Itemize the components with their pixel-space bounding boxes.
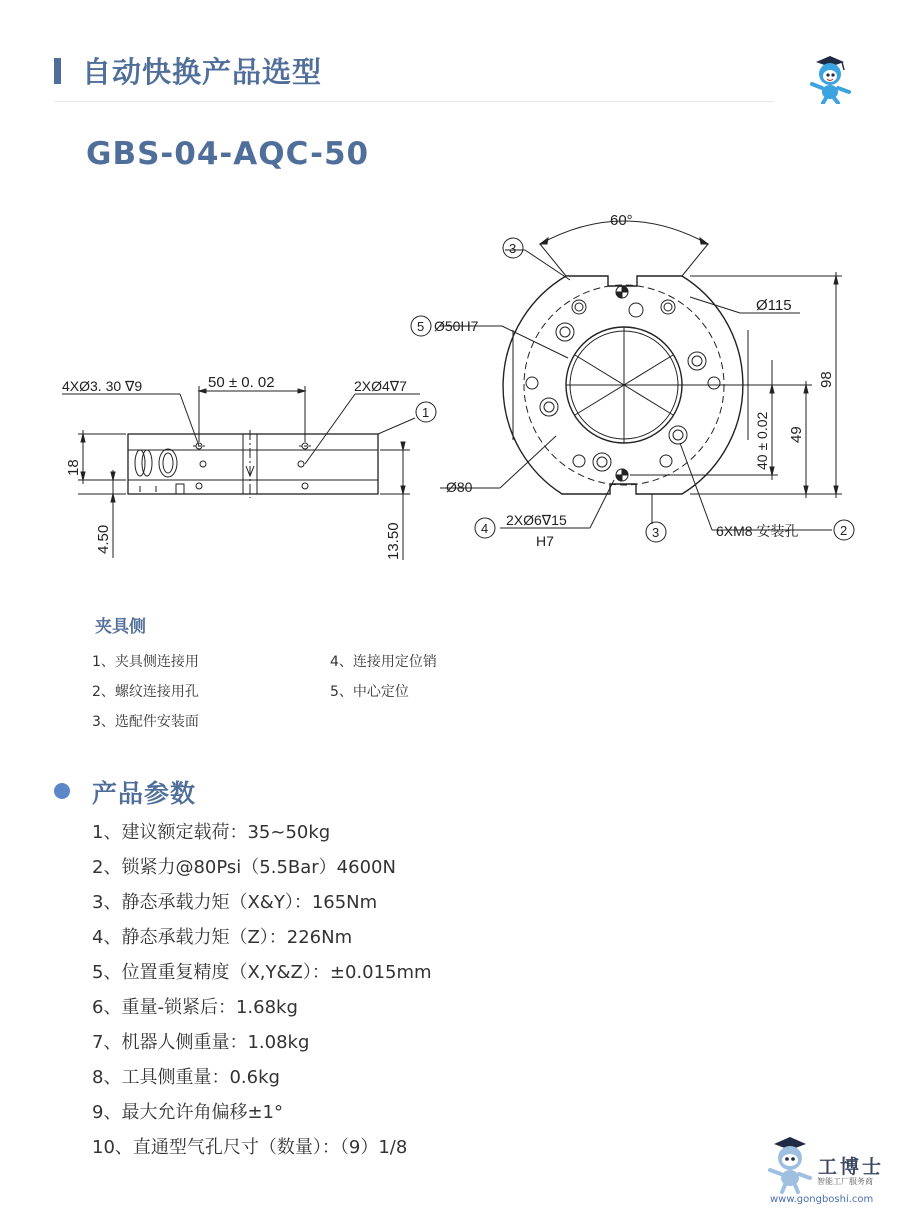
model-number: GBS-04-AQC-50 — [86, 136, 370, 172]
param-item: 7、机器人侧重量：1.08kg — [92, 1032, 310, 1053]
pin-callout: 2XØ4∇7 — [354, 378, 407, 394]
param-item: 3、静态承载力矩（X&Y）：165Nm — [92, 892, 378, 913]
param-item: 6、重量-锁紧后：1.68kg — [92, 997, 298, 1018]
ref-1: 1 — [422, 405, 430, 420]
legend-item: 2、螺纹连接用孔 — [92, 684, 199, 700]
brand-mascot-icon — [764, 1134, 816, 1194]
ref-3-top: 3 — [509, 241, 517, 256]
dim-98: 98 — [818, 371, 835, 388]
pin-spec: 2XØ6∇15 — [506, 512, 567, 528]
param-item: 9、最大允许角偏移±1° — [92, 1102, 283, 1123]
dim-49: 49 — [788, 426, 805, 443]
param-item: 1、建议额定载荷：35~50kg — [92, 822, 331, 843]
brand-url: www.gongboshi.com — [770, 1194, 874, 1205]
legend-item: 5、中心定位 — [330, 684, 409, 700]
dim-18: 18 — [65, 459, 82, 476]
mascot-logo-icon — [806, 54, 854, 104]
legend-item: 3、选配件安装面 — [92, 714, 199, 730]
param-item: 10、直通型气孔尺寸（数量）：（9）1/8 — [92, 1137, 408, 1158]
mount-holes: 6XM8 安装孔 — [716, 523, 799, 539]
brand-name: 工博士 — [818, 1156, 885, 1178]
dim-40: 40 ± 0.02 — [754, 411, 770, 470]
bullet-dot-icon — [54, 783, 70, 799]
param-item: 2、锁紧力@80Psi（5.5Bar）4600N — [92, 857, 396, 878]
dim-13-50: 13.50 — [385, 522, 402, 560]
top-view — [411, 221, 854, 542]
angle-60: 60° — [610, 212, 633, 229]
hole-callout: 4XØ3. 30 ∇9 — [62, 378, 143, 394]
params-heading: 产品参数 — [92, 779, 197, 808]
param-item: 5、位置重复精度（X,Y&Z）：±0.015mm — [92, 962, 432, 983]
ref-4: 4 — [481, 521, 489, 536]
tool-side-heading: 夹具侧 — [95, 617, 146, 637]
technical-drawing — [0, 180, 900, 580]
legend-item: 4、连接用定位销 — [330, 654, 437, 670]
width-dimension: 50 ± 0. 02 — [208, 374, 275, 391]
param-item: 8、工具侧重量：0.6kg — [92, 1067, 280, 1088]
legend-item: 1、夹具侧连接用 — [92, 654, 199, 670]
ref-5: 5 — [417, 319, 425, 334]
title-accent-bar — [54, 58, 61, 84]
ref-3-bottom: 3 — [652, 525, 660, 540]
params-list — [92, 820, 432, 1170]
pcd-80: Ø80 — [446, 479, 473, 495]
ref-2: 2 — [840, 523, 848, 538]
dim-4-50: 4.50 — [95, 524, 112, 554]
bore-diameter: Ø50H7 — [434, 318, 479, 334]
param-item: 4、静态承载力矩（Z）：226Nm — [92, 927, 353, 948]
pin-fit: H7 — [536, 533, 554, 549]
page-title: 自动快换产品选型 — [82, 55, 323, 89]
diameter-115: Ø115 — [756, 297, 792, 314]
side-view — [62, 386, 436, 560]
header-divider — [54, 101, 774, 102]
brand-tagline: 智能工厂服务商 — [817, 1177, 873, 1186]
